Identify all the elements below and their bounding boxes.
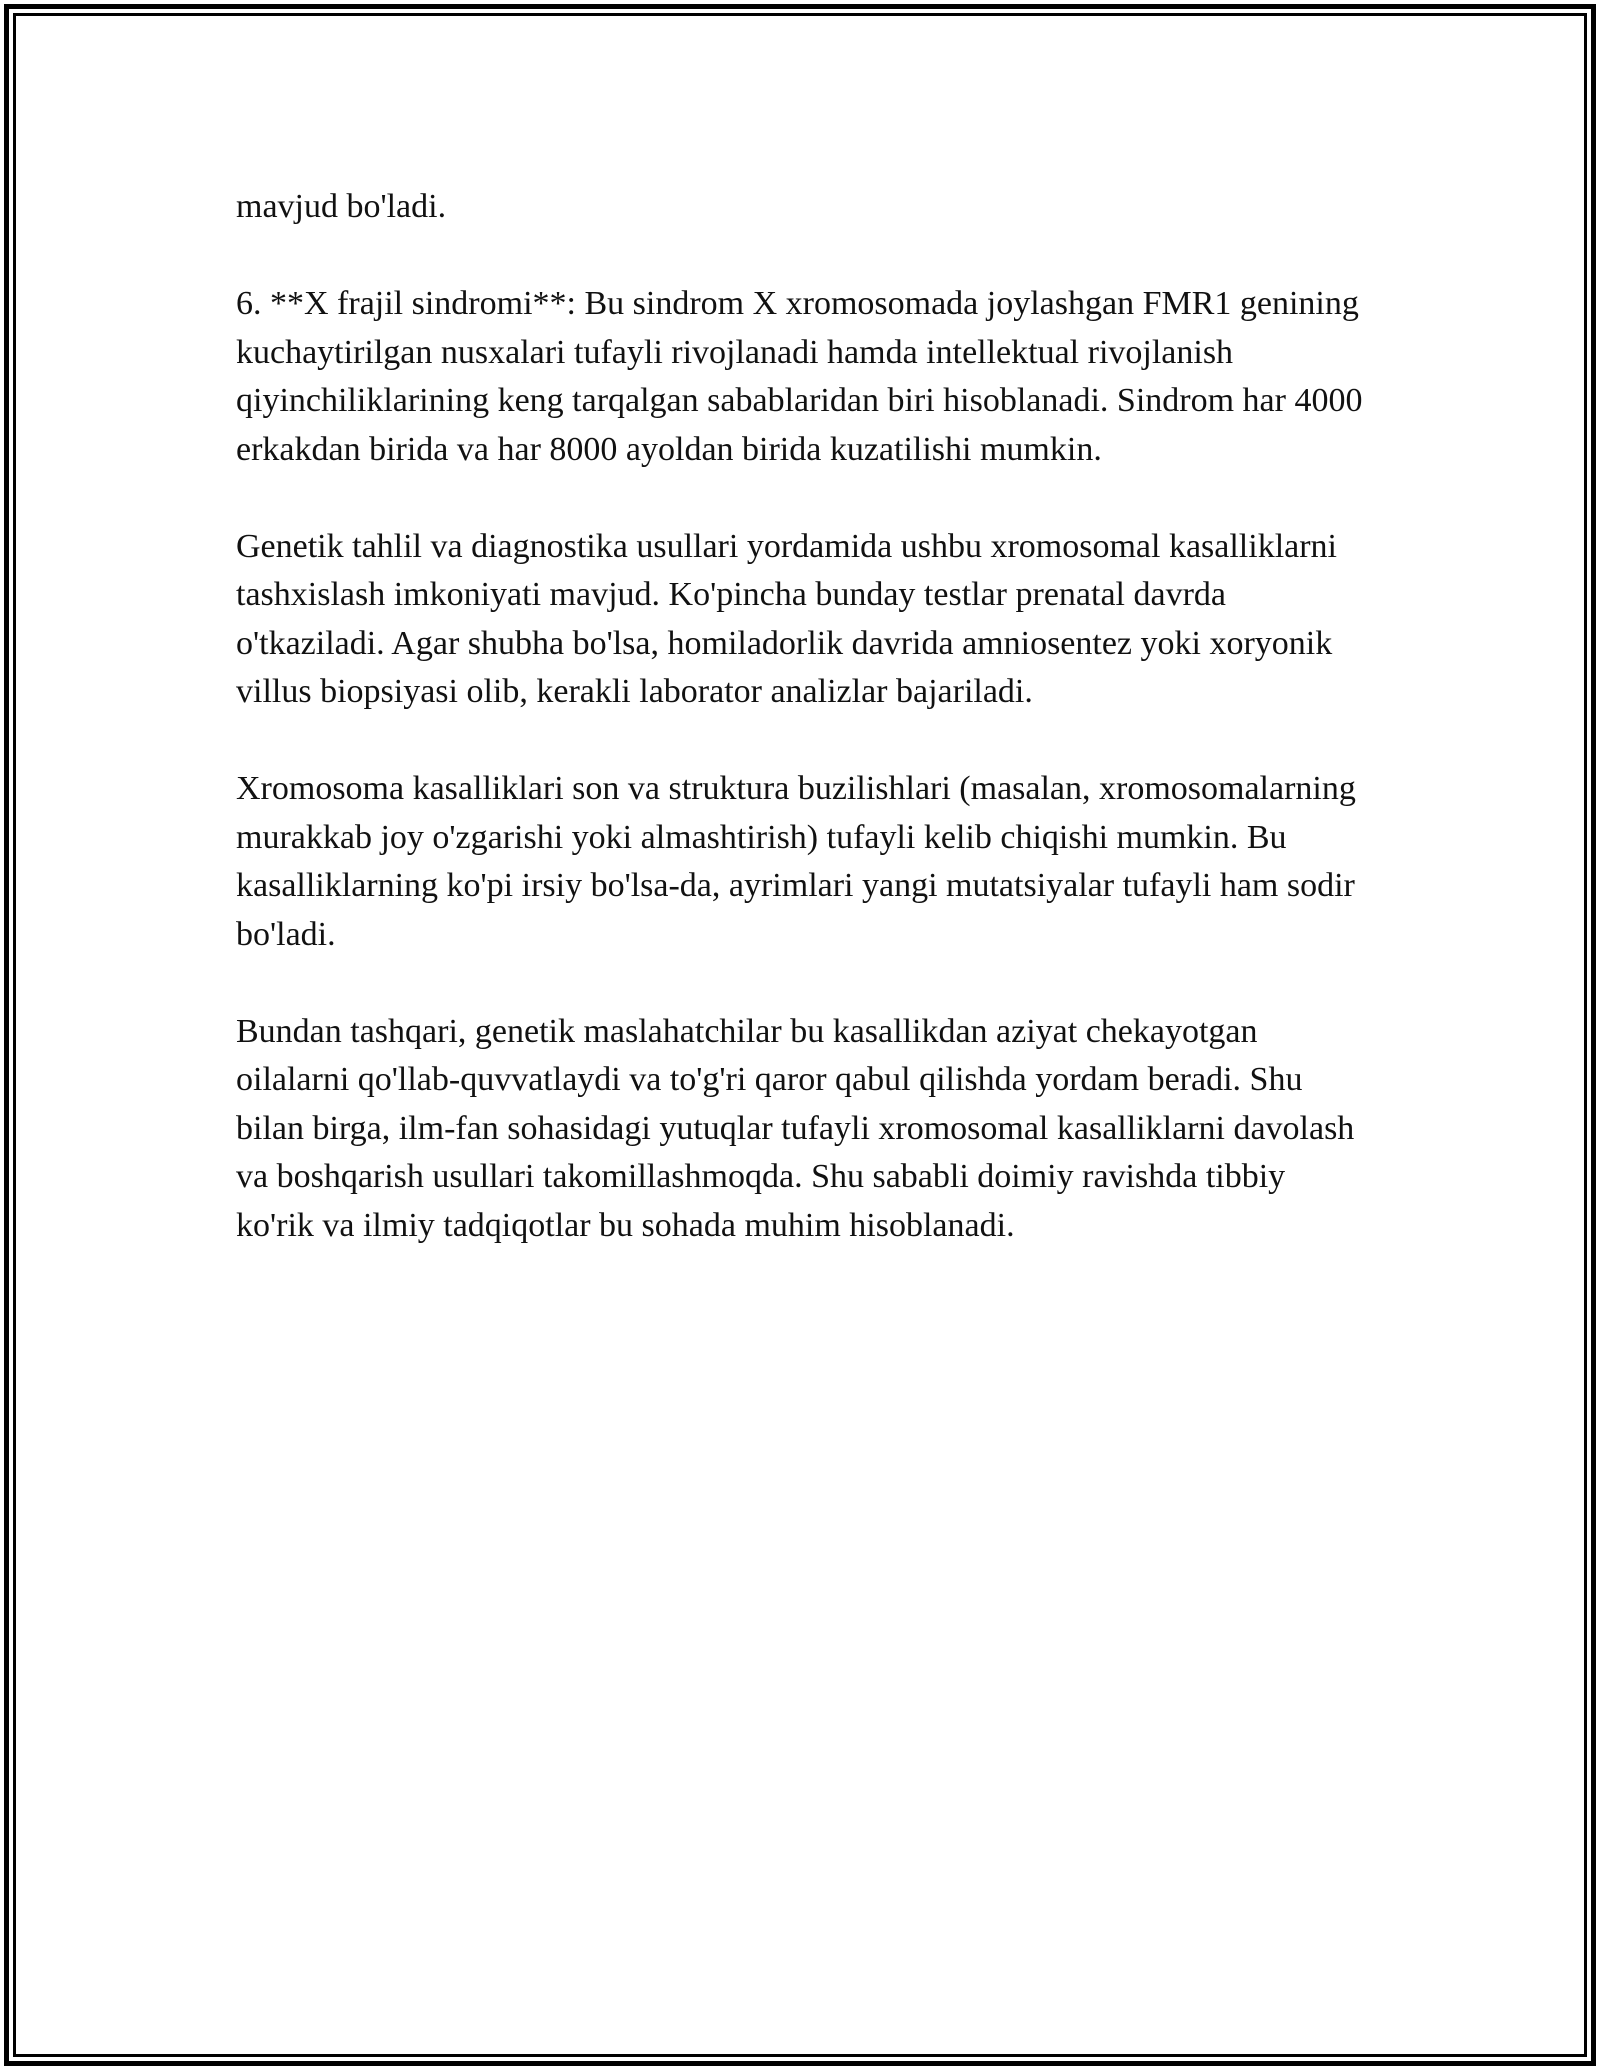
- paragraph-continuation: mavjud bo'ladi.: [236, 188, 447, 225]
- paragraph-causes: Xromosoma kasalliklari son va struktura buzilishlari (masalan, xromosomalarning murakkab joy o'zgarishi yoki almashtirish) tufayli kelib chiqishi mumkin. Bu kasalliklarning ko'pi irsiy bo'lsa-da, ayrimlari yangi mutatsiyalar tufayli ham sodir bo'ladi.: [236, 770, 1356, 953]
- paragraph-fragile-x: 6. **X frajil sindromi**: Bu sindrom X xromosomada joylashgan FMR1 genining kuchaytirilgan nusxalari tufayli rivojlanadi hamda intellektual rivojlanish qiyinchiliklarining keng tarqalgan sabablaridan biri hisoblanadi. Sindrom har 4000 erkakdan birida va har 8000 ayoldan birida kuzatilishi mumkin.: [236, 285, 1363, 468]
- document-body: [236, 183, 1366, 1299]
- paragraph-counseling: Bundan tashqari, genetik maslahatchilar bu kasallikdan aziyat chekayotgan oilalarni qo'llab-quvvatlaydi va to'g'ri qaror qabul qilishda yordam beradi. Shu bilan birga, ilm-fan sohasidagi yutuqlar tufayli xromosomal kasalliklarni davolash va boshqarish usullari takomillashmoqda. Shu sababli doimiy ravishda tibbiy ko'rik va ilmiy tadqiqotlar bu sohada muhim hisoblanadi.: [236, 1012, 1355, 1244]
- paragraph-diagnostics: Genetik tahlil va diagnostika usullari yordamida ushbu xromosomal kasalliklarni tashxislash imkoniyati mavjud. Ko'pincha bunday testlar prenatal davrda o'tkaziladi. Agar shubha bo'lsa, homiladorlik davrida amniosentez yoki xoryonik villus biopsiyasi olib, kerakli laborator analizlar bajariladi.: [236, 527, 1337, 710]
